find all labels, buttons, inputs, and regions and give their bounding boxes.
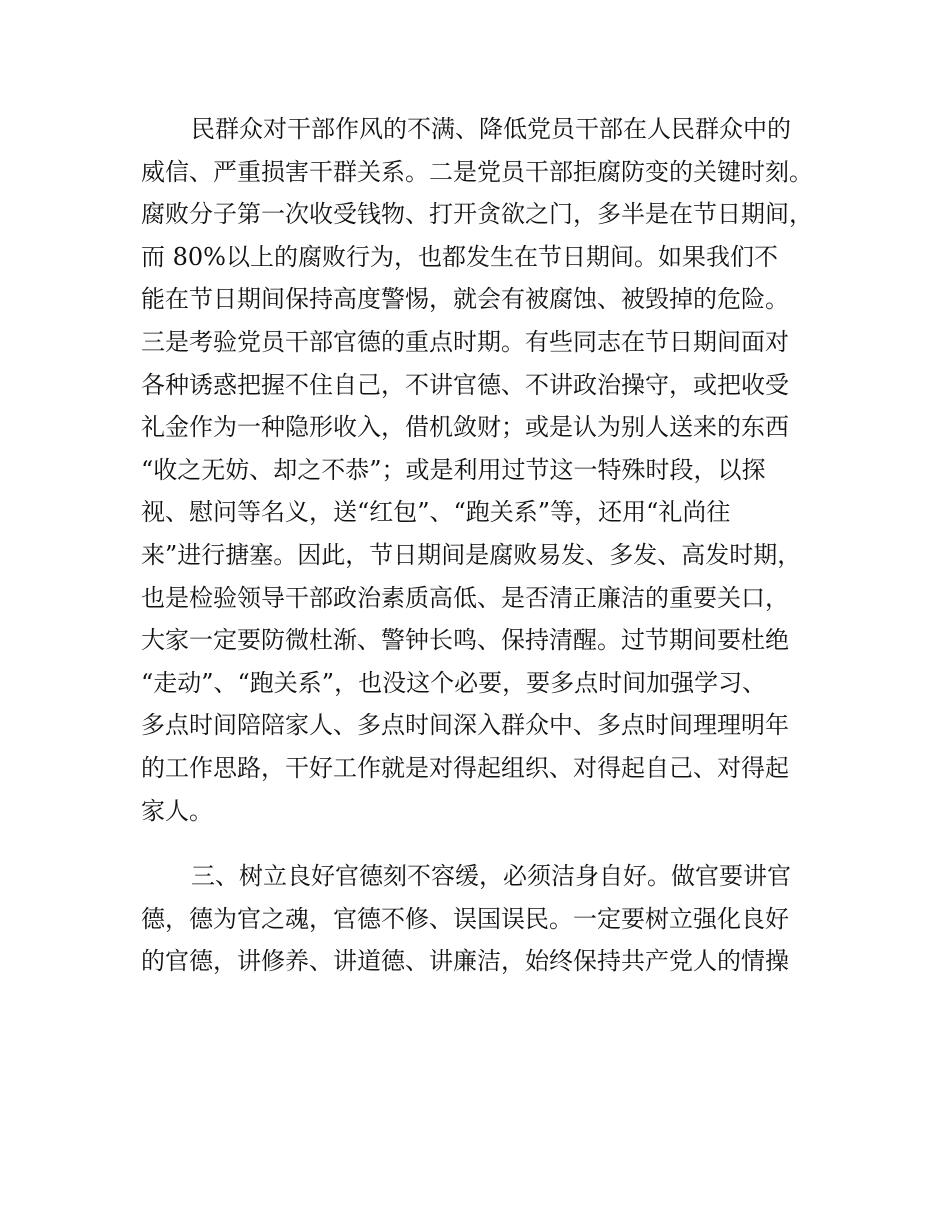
paragraph-1-line: 三是考验党员干部官德的重点时期。有些同志在节日期间面对 bbox=[141, 327, 789, 356]
paragraph-1-line: 也是检验领导干部政治素质高低、是否清正廉洁的重要关口， bbox=[141, 583, 789, 612]
paragraph-2-line: 的官德，讲修养、讲道德、讲廉洁，始终保持共产党人的情操 bbox=[141, 947, 789, 976]
paragraph-1-line: 多点时间陪陪家人、多点时间深入群众中、多点时间理理明年 bbox=[141, 711, 789, 740]
paragraph-1-line: 而 80%以上的腐败行为，也都发生在节日期间。如果我们不 bbox=[141, 242, 778, 271]
paragraph-1-line: 能在节日期间保持高度警惕，就会有被腐蚀、被毁掉的危险。 bbox=[141, 285, 789, 314]
paragraph-1-line: “走动”、“跑关系”，也没这个必要，要多点时间加强学习、 bbox=[141, 668, 767, 697]
paragraph-1-line: 家人。 bbox=[141, 796, 213, 825]
paragraph-2-line: 三、树立良好官德刻不容缓，必须洁身自好。做官要讲官 bbox=[191, 862, 791, 890]
paragraph-1-line: 腐败分子第一次收受钱物、打开贪欲之门，多半是在节日期间， bbox=[141, 200, 813, 229]
paragraph-2-line: 德，德为官之魂，官德不修、误国误民。一定要树立强化良好 bbox=[141, 904, 789, 933]
paragraph-1-line: 各种诱惑把握不住自己，不讲官德、不讲政治操守，或把收受 bbox=[141, 370, 789, 399]
paragraph-1-line: “收之无妨、却之不恭”；或是利用过节这一特殊时段，以探 bbox=[141, 455, 766, 484]
paragraph-2 bbox=[141, 855, 831, 983]
paragraph-1-line: 的工作思路，干好工作就是对得起组织、对得起自己、对得起 bbox=[141, 753, 789, 782]
paragraph-1-line: 大家一定要防微杜渐、警钟长鸣、保持清醒。过节期间要杜绝 bbox=[141, 626, 789, 655]
paragraph-1-line: 视、慰问等名义，送“红包”、“跑关系”等，还用“礼尚往 bbox=[141, 498, 731, 527]
paragraph-1-line: 民群众对干部作风的不满、降低党员干部在人民群众中的 bbox=[191, 115, 791, 143]
paragraph-1 bbox=[141, 108, 831, 832]
paragraph-1-line: 来”进行搪塞。因此，节日期间是腐败易发、多发、高发时期， bbox=[141, 540, 802, 569]
paragraph-1-line: 威信、严重损害干群关系。二是党员干部拒腐防变的关键时刻。 bbox=[141, 157, 813, 186]
paragraph-1-line: 礼金作为一种隐形收入，借机敛财；或是认为别人送来的东西 bbox=[141, 413, 789, 442]
